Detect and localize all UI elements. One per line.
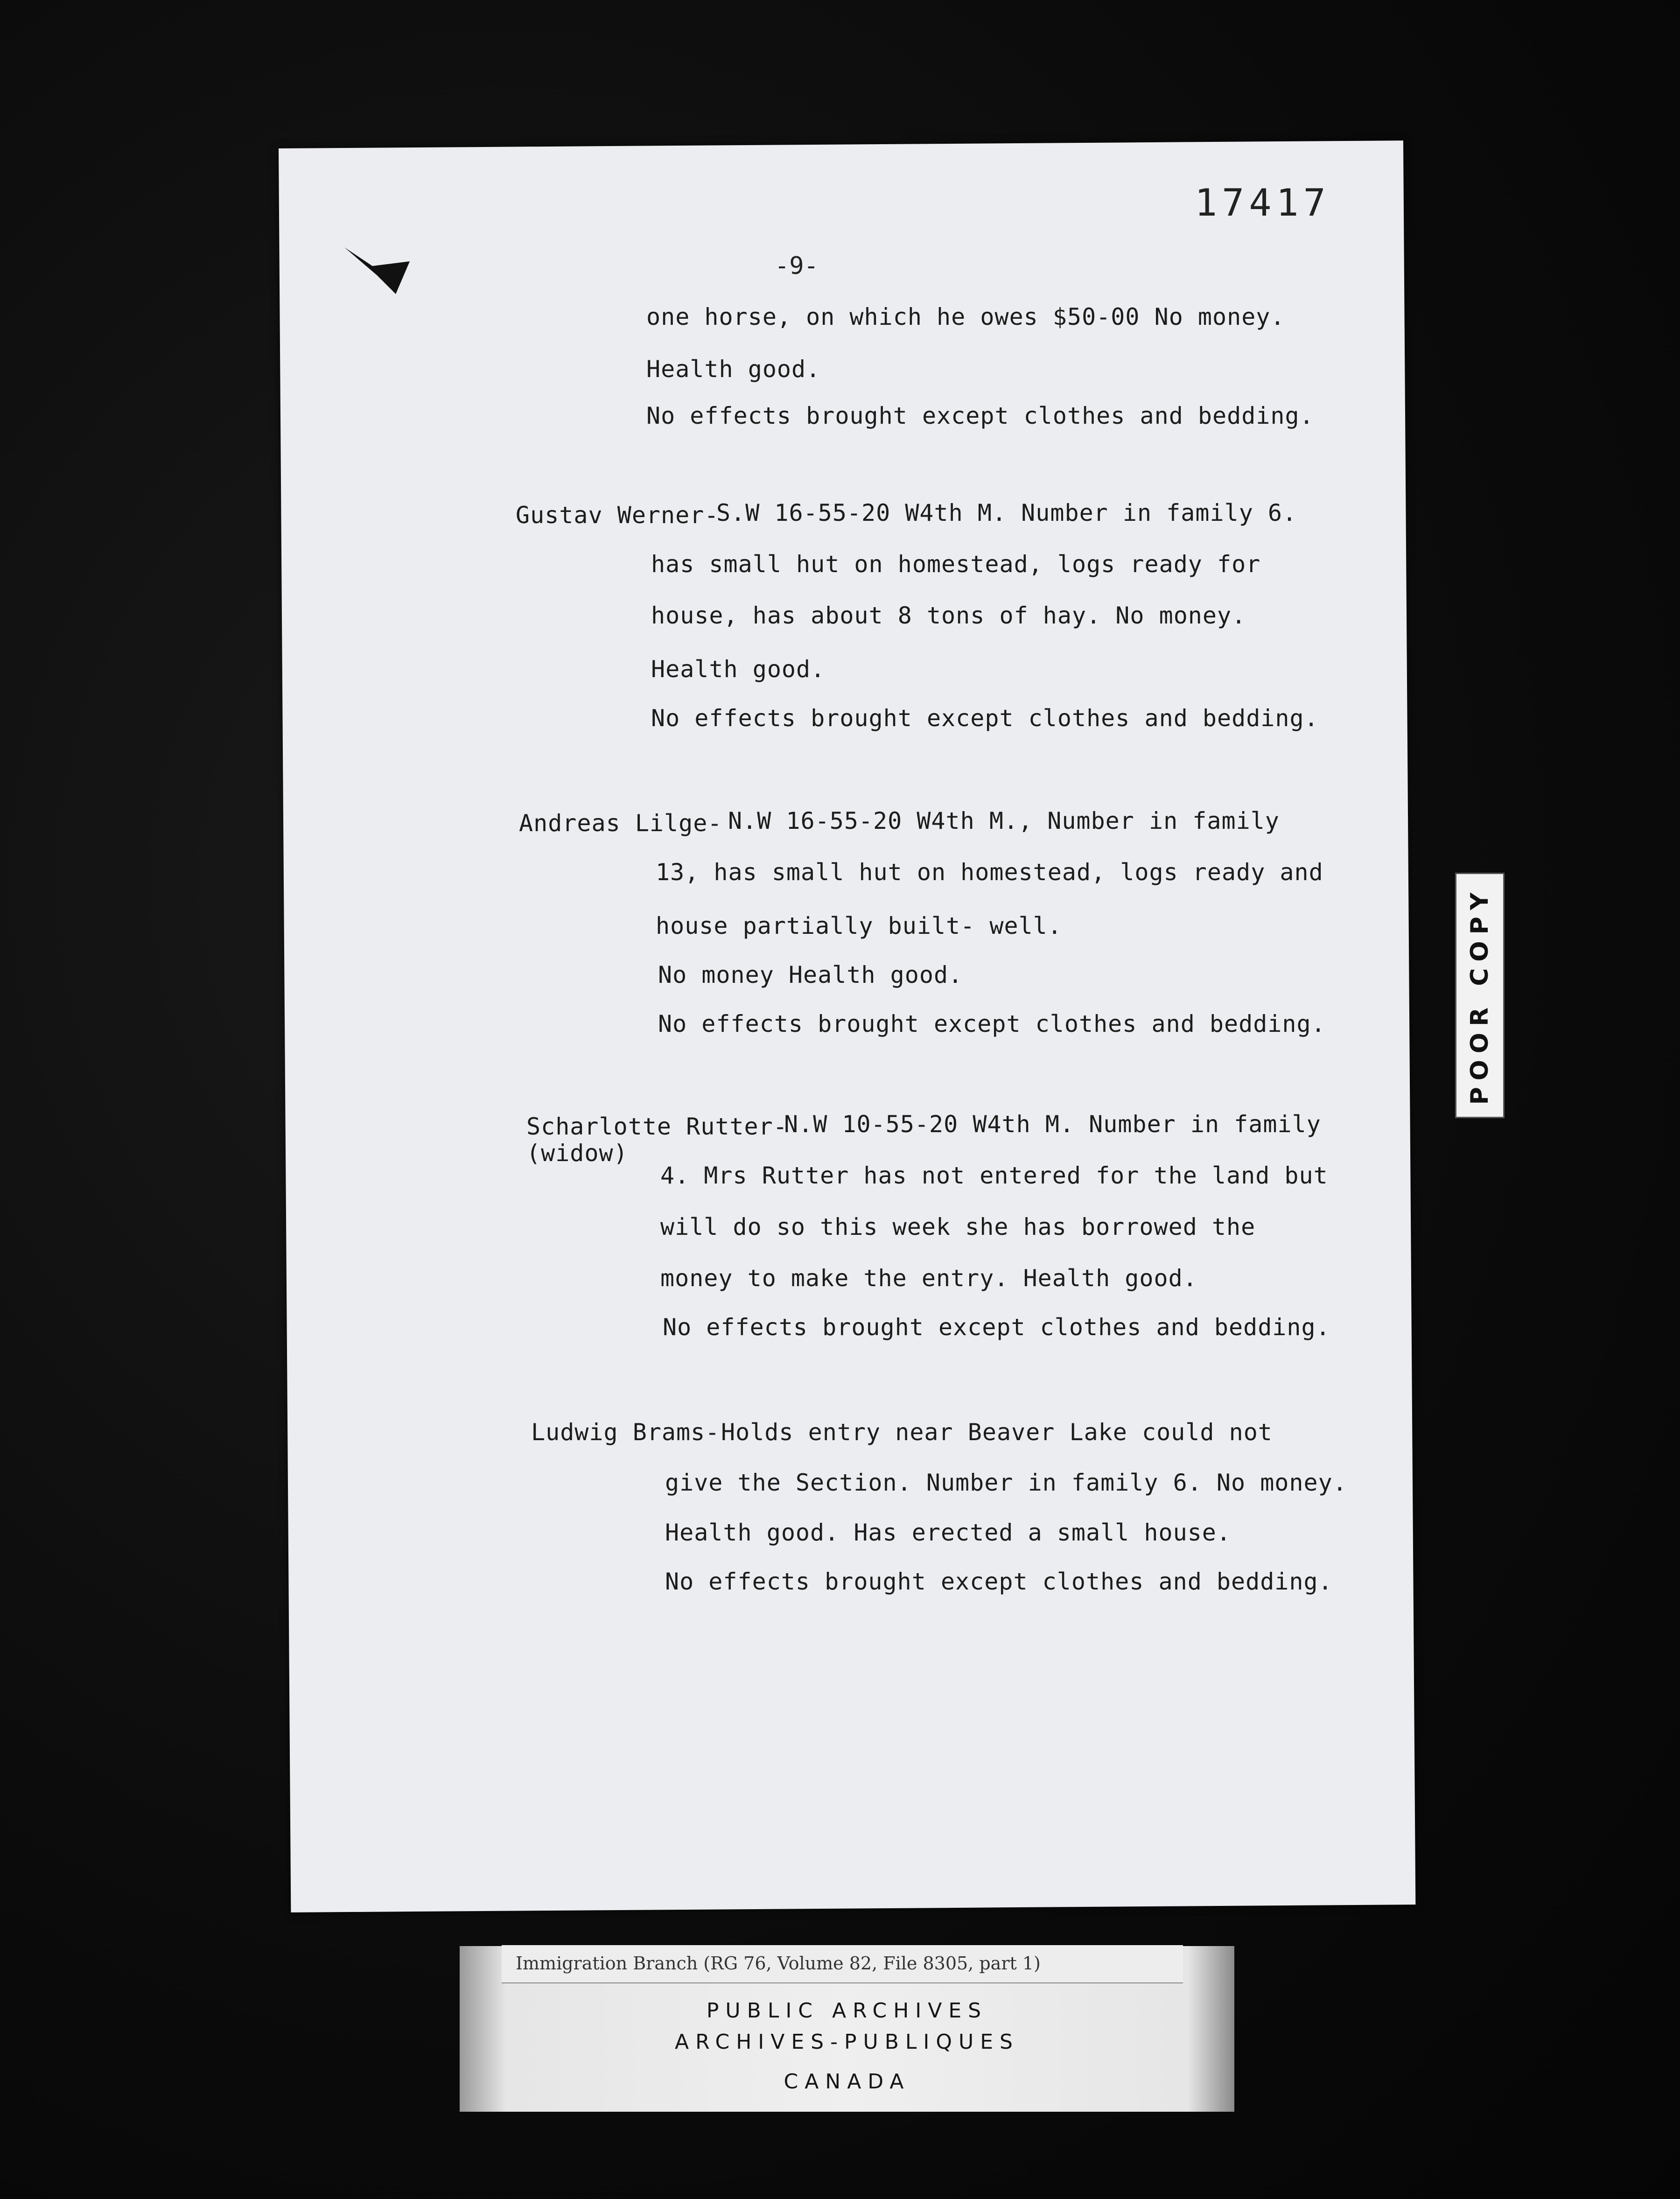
entry-line: money to make the entry. Health good.	[660, 1265, 1197, 1292]
entry-line: No effects brought except clothes and bedding.	[665, 1568, 1333, 1595]
entry-line: No effects brought except clothes and bedding.	[658, 1010, 1326, 1037]
entry-name: Scharlotte Rutter-	[526, 1113, 788, 1140]
entry-name: Andreas Lilge-	[519, 810, 722, 837]
entry-note: (widow)	[526, 1140, 628, 1167]
entry-line: Health good.	[646, 356, 821, 383]
entry-line: has small hut on homestead, logs ready for	[651, 551, 1261, 578]
entry-name: Gustav Werner-	[516, 502, 719, 529]
entry-line: No effects brought except clothes and bedding.	[646, 402, 1314, 429]
entry-line: house partially built- well.	[656, 912, 1062, 939]
poor-copy-stamp	[1455, 873, 1505, 1118]
archive-line-2: ARCHIVES-PUBLIQUES	[675, 2030, 1019, 2054]
entry-line: will do so this week she has borrowed the	[660, 1213, 1256, 1240]
archive-line-1: PUBLIC ARCHIVES	[706, 1999, 988, 2023]
corner-mark-icon	[344, 243, 419, 299]
entry-line: 13, has small hut on homestead, logs ready and	[656, 859, 1323, 886]
entry-line: No effects brought except clothes and bedding.	[663, 1314, 1330, 1341]
entry-name: Ludwig Brams-	[531, 1419, 720, 1446]
entry-line: give the Section. Number in family 6. No money.	[665, 1469, 1347, 1496]
entry-line: Health good. Has erected a small house.	[665, 1519, 1231, 1546]
entry-line: No money Health good.	[658, 961, 963, 988]
entry-line: N.W 10-55-20 W4th M. Number in family	[784, 1111, 1321, 1138]
archive-line-3: CANADA	[784, 2070, 910, 2094]
document-number: 17417	[1195, 181, 1330, 224]
entry-line: Holds entry near Beaver Lake could not	[721, 1419, 1273, 1446]
entry-line: N.W 16-55-20 W4th M., Number in family	[728, 807, 1280, 834]
entry-line: one horse, on which he owes $50-00 No money.	[646, 303, 1285, 330]
entry-line: house, has about 8 tons of hay. No money.	[651, 602, 1246, 629]
page-number: -9-	[775, 252, 819, 280]
entry-line: 4. Mrs Rutter has not entered for the land but	[660, 1162, 1328, 1189]
archive-reference: Immigration Branch (RG 76, Volume 82, File 8305, part 1)	[516, 1953, 1041, 1974]
entry-line: Health good.	[651, 656, 826, 683]
entry-line: S.W 16-55-20 W4th M. Number in family 6.	[716, 499, 1297, 526]
entry-line: No effects brought except clothes and bedding.	[651, 705, 1319, 732]
poor-copy-label: POOR COPY	[1466, 886, 1494, 1105]
